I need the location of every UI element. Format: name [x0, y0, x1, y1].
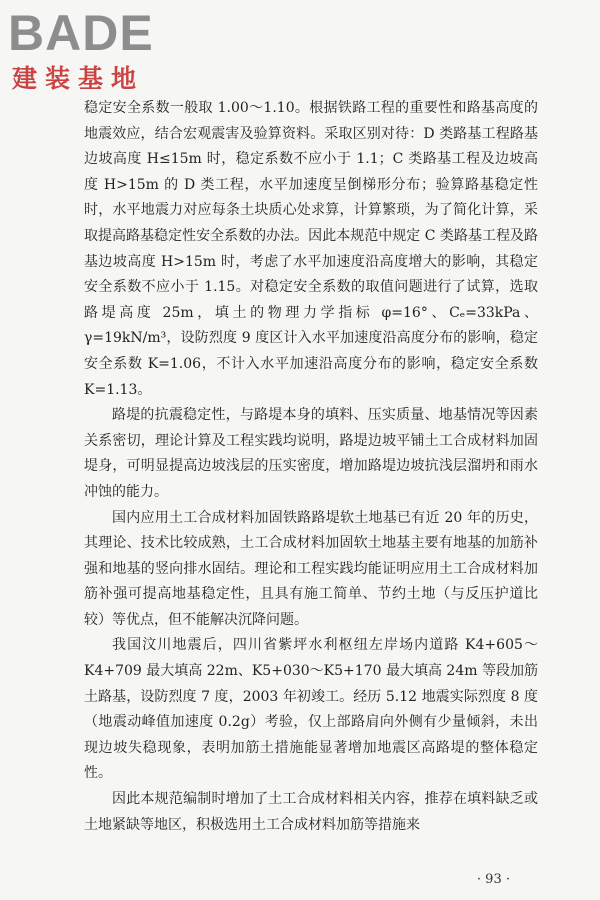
paragraph: 我国汶川地震后，四川省紫坪水利枢纽左岸场内道路 K4+605～K4+709 最大填高 22m、K5+030～K5+170 最大填高 24m 等段加筋土路基，设防烈度 7 度，2003 年初竣工。经历 5.12 地震实际烈度 8 度（地震动峰值加速度 0.2g）考验，仅上部路肩向外侧有少量倾斜，未出现边坡失稳现象，表明加筋土措施能显著增加地震区高路堤的整体稳定性。 — [84, 637, 538, 782]
paragraph: 路堤的抗震稳定性，与路堤本身的填料、压实质量、地基情况等因素关系密切，理论计算及工程实践均说明，路堤边坡平铺土工合成材料加固堤身，可明显提高边坡浅层的压实密度，增加路堤边坡抗浅层溜坍和雨水冲蚀的能力。 — [84, 407, 538, 500]
logo-wordmark: BADE — [8, 5, 154, 61]
paragraph: 因此本规范编制时增加了土工合成材料相关内容，推荐在填料缺乏或土地紧缺等地区，积极选用土工合成材料加筋等措施来 — [84, 791, 538, 833]
brand-logo — [8, 6, 178, 101]
logo-subtitle: 建装基地 — [12, 64, 145, 93]
paragraph: 国内应用土工合成材料加固铁路路堤软土地基已有近 20 年的历史，其理论、技术比较成熟，土工合成材料加固软土地基主要有地基的加筋补强和地基的竖向排水固结。理论和工程实践均能证明应用土工合成材料加筋补强可提高地基稳定性，且具有施工简单、节约土地（与反压护道比较）等优点，但不能解决沉降问题。 — [84, 509, 538, 628]
page-number: · 93 · — [476, 872, 510, 887]
body-text — [84, 96, 538, 838]
paragraph-continued: 稳定安全系数一般取 1.00～1.10。根据铁路工程的重要性和路基高度的地震效应，结合宏观震害及验算资料。采取区别对待：D 类路基工程路基边坡高度 H≤15m 时，稳定系数不应小于 1.1；C 类路基工程及边坡高度 H>15m 的 D 类工程，水平加速度呈倒梯形分布；验算路基稳定性时，水平地震力对应每条土块质心处求算，计算繁琐，为了简化计算，采取提高路基稳定性安全系数的办法。因此本规范中规定 C 类路基工程及路基边坡高度 H>15m 时，考虑了水平加速度沿高度增大的影响，其稳定安全系数不应小于 1.15。对稳定安全系数的取值问题进行了试算，选取路堤高度 25m，填土的物理力学指标 φ=16°、Cₑ=33kPa、γ=19kN/m³，设防烈度 9 度区计入水平加速度沿高度分布的影响，稳定安全系数 K=1.06，不计入水平加速沿高度分布的影响，稳定安全系数 K=1.13。 — [84, 100, 538, 398]
